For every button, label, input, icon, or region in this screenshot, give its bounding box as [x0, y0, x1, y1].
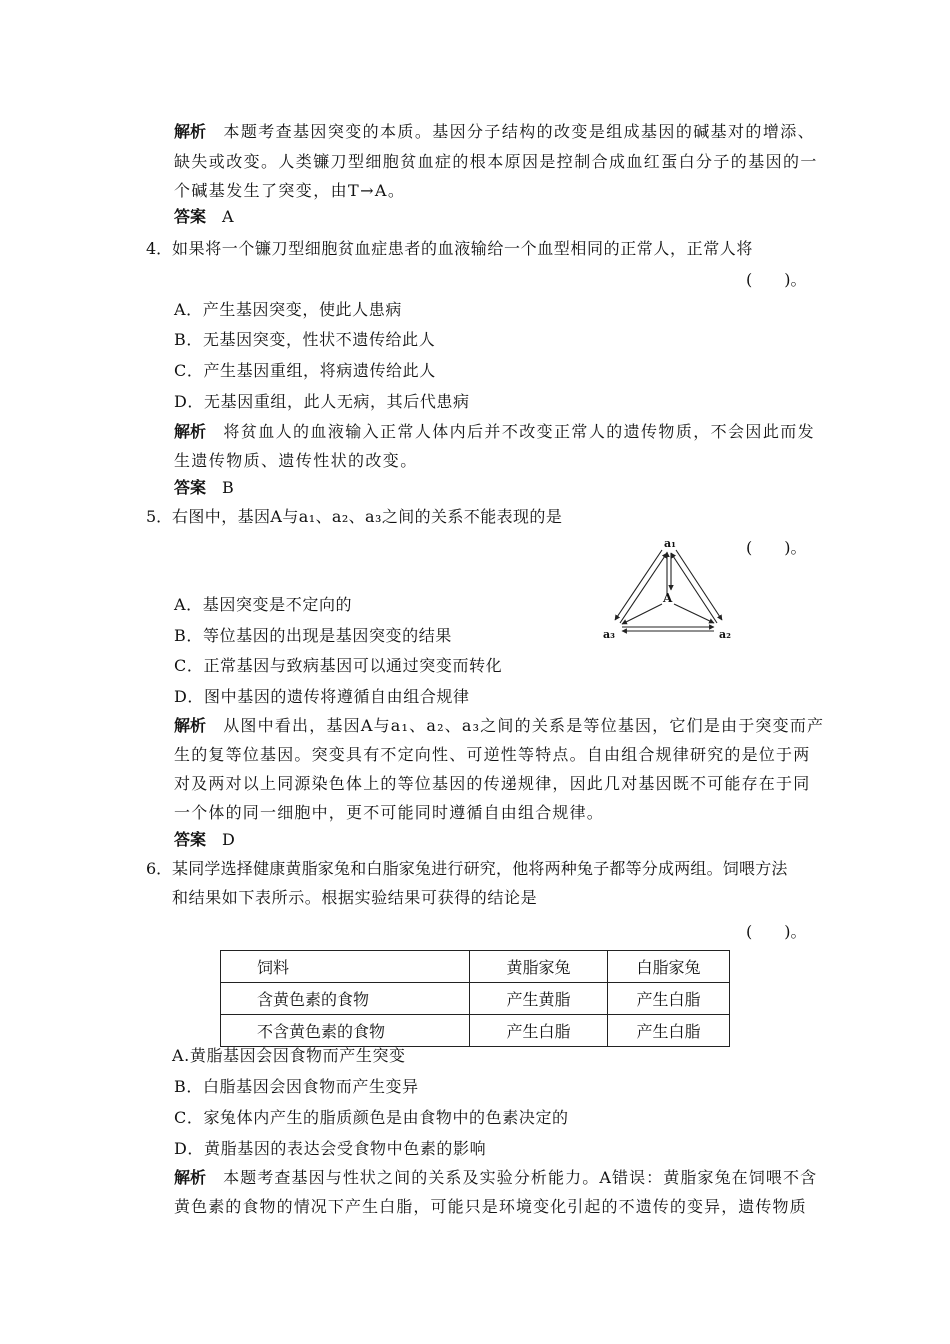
analysis-line: 对及两对以上同源染色体上的等位基因的传递规律，因此几对基因既不可能存在于同 [174, 774, 811, 793]
gene-relation-diagram [600, 536, 740, 640]
analysis-text: 本题考查基因与性状之间的关系及实验分析能力。A错误：黄脂家兔在饲喂不含 [223, 1168, 818, 1187]
answer-label: 答案 [174, 478, 207, 497]
analysis-line [174, 1168, 817, 1188]
arrow-a3-a1 [620, 553, 667, 623]
analysis-line: 生遗传物质、遗传性状的改变。 [174, 451, 418, 470]
analysis-label: 解析 [174, 716, 207, 735]
option-d: D．无基因重组，此人无病，其后代患病 [174, 392, 470, 411]
table-cell: 含黄色素的食物 [221, 983, 470, 1015]
option-d: D．图中基因的遗传将遵循自由组合规律 [174, 687, 470, 706]
analysis-text: 将贫血人的血液输入正常人体内后并不改变正常人的遗传物质，不会因此而发 [223, 422, 816, 441]
analysis-text: 本题考查基因突变的本质。基因分子结构的改变是组成基因的碱基对的增添、 [223, 122, 816, 141]
table-cell: 产生黄脂 [470, 983, 608, 1015]
table-header-cell: 白脂家兔 [608, 951, 730, 983]
answer-line [174, 830, 235, 850]
option-d: D．黄脂基因的表达会受食物中色素的影响 [174, 1139, 487, 1158]
table-cell: 产生白脂 [470, 1015, 608, 1047]
table-header-cell: 黄脂家兔 [470, 951, 608, 983]
question-number: 6． [146, 859, 173, 878]
analysis-label: 解析 [174, 422, 207, 441]
label-A: A [663, 591, 673, 605]
table-cell: 不含黄色素的食物 [221, 1015, 470, 1047]
table-cell: 产生白脂 [608, 1015, 730, 1047]
option-b: B．无基因突变，性状不遗传给此人 [174, 330, 436, 349]
table-row [221, 1015, 730, 1047]
analysis-line: 缺失或改变。人类镰刀型细胞贫血症的根本原因是控制合成血红蛋白分子的基因的一 [174, 152, 818, 171]
option-c: C．家兔体内产生的脂质颜色是由食物中的色素决定的 [174, 1108, 569, 1127]
answer-value: A [222, 207, 234, 226]
question-text: 和结果如下表所示。根据实验结果可获得的结论是 [172, 888, 538, 907]
analysis-text: 从图中看出，基因A与a₁、a₂、a₃之间的关系是等位基因，它们是由于突变而产 [223, 716, 825, 735]
arrow-a1-a2 [676, 550, 722, 620]
answer-value: B [222, 478, 234, 497]
option-c: C．产生基因重组，将病遗传给此人 [174, 361, 436, 380]
table-cell: 产生白脂 [608, 983, 730, 1015]
arrow-a1-a3 [615, 550, 662, 620]
analysis-line [174, 716, 824, 736]
table-header-cell: 饲料 [221, 951, 470, 983]
answer-line [174, 478, 234, 498]
question-number: 4． [146, 239, 173, 258]
label-a1: a₁ [664, 537, 676, 550]
analysis-label: 解析 [174, 122, 207, 141]
arrow-A-a3 [622, 604, 662, 624]
analysis-line [174, 422, 815, 442]
answer-paren: ( )。 [746, 538, 807, 557]
label-a2: a₂ [719, 628, 731, 640]
option-b: B．等位基因的出现是基因突变的结果 [174, 626, 452, 645]
analysis-line: 个碱基发生了突变，由T→A。 [174, 181, 406, 200]
analysis-line: 生的复等位基因。突变具有不定向性、可逆性等特点。自由组合规律研究的是位于两 [174, 745, 811, 764]
label-a3: a₃ [603, 628, 615, 640]
answer-paren: ( )。 [746, 922, 807, 941]
arrow-A-a2 [674, 604, 714, 623]
arrow-a2-a1 [671, 553, 717, 623]
answer-value: D [222, 830, 235, 849]
feeding-results-table [220, 950, 730, 1047]
table-header-row [221, 951, 730, 983]
analysis-line: 一个体的同一细胞中，更不可能同时遵循自由组合规律。 [174, 803, 605, 822]
question-text: 右图中，基因A与a₁、a₂、a₃之间的关系不能表现的是 [172, 507, 563, 526]
option-c: C．正常基因与致病基因可以通过突变而转化 [174, 656, 503, 675]
option-a: A.黄脂基因会因食物而产生突变 [172, 1046, 406, 1065]
answer-label: 答案 [174, 207, 207, 226]
option-a: A．产生基因突变，使此人患病 [174, 300, 402, 319]
answer-line [174, 207, 234, 227]
analysis-line [174, 122, 815, 142]
option-a: A．基因突变是不定向的 [174, 595, 353, 614]
option-b: B．白脂基因会因食物而产生变异 [174, 1077, 419, 1096]
answer-paren: ( )。 [746, 270, 807, 289]
table-row [221, 983, 730, 1015]
analysis-line: 黄色素的食物的情况下产生白脂，可能只是环境变化引起的不遗传的变异，遗传物质 [174, 1197, 807, 1216]
question-text: 如果将一个镰刀型细胞贫血症患者的血液输给一个血型相同的正常人，正常人将 [172, 239, 754, 258]
analysis-label: 解析 [174, 1168, 207, 1187]
answer-label: 答案 [174, 830, 207, 849]
question-number: 5． [146, 507, 173, 526]
question-text: 某同学选择健康黄脂家兔和白脂家兔进行研究，他将两种兔子都等分成两组。饲喂方法 [172, 859, 788, 878]
